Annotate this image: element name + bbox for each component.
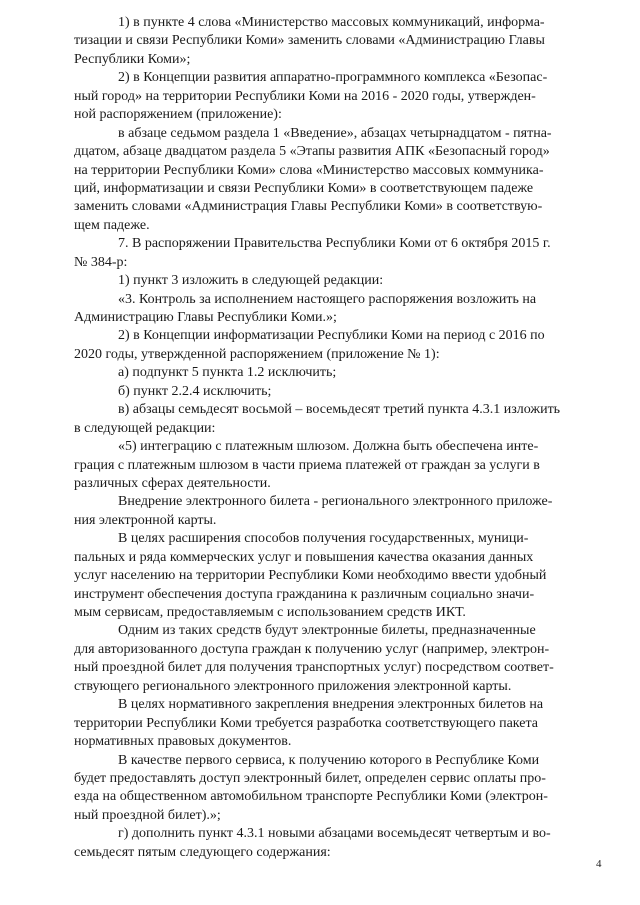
text-line: Внедрение электронного билета - регионального электронного приложе- xyxy=(118,494,553,510)
text-line: щем падеже. xyxy=(74,217,150,233)
text-line: 2) в Концепции развития аппаратно-программного комплекса «Безопас- xyxy=(118,70,548,86)
text-line: заменить словами «Администрация Главы Республики Коми» в соответствую- xyxy=(74,199,543,215)
text-line: г) дополнить пункт 4.3.1 новыми абзацами восемьдесят четвертым и во- xyxy=(118,826,551,842)
text-line: ный проездной билет для получения транспортных услуг) посредством соответ- xyxy=(74,660,554,676)
text-line: дцатом, абзаце двадцатом раздела 5 «Этапы развития АПК «Безопасный город» xyxy=(74,144,550,160)
text-line: б) пункт 2.2.4 исключить; xyxy=(118,383,272,399)
text-line: в абзаце седьмом раздела 1 «Введение», абзацах четырнадцатом - пятна- xyxy=(118,125,552,141)
text-line: мым сервисам, предоставляемым с использованием средств ИКТ. xyxy=(74,605,466,620)
document-page xyxy=(74,14,588,862)
text-line: в) абзацы семьдесят восьмой – восемьдесят третий пункта 4.3.1 изложить xyxy=(118,402,561,418)
text-line: инструмент обеспечения доступа гражданина к различным социально значи- xyxy=(74,586,535,602)
text-line: ния электронной карты. xyxy=(74,512,217,528)
text-line: № 384-р: xyxy=(74,254,128,270)
text-line: различных сферах деятельности. xyxy=(74,475,271,491)
text-line: 1) в пункте 4 слова «Министерство массовых коммуникаций, информа- xyxy=(118,15,545,30)
text-line: В целях нормативного закрепления внедрения электронных билетов на xyxy=(118,697,544,713)
text-line: семьдесят пятым следующего содержания: xyxy=(74,844,331,860)
text-line: ный проездной билет).»; xyxy=(74,807,221,823)
text-line: ствующего регионального электронного приложения электронной карты. xyxy=(74,678,512,694)
text-line: 7. В распоряжении Правительства Республики Коми от 6 октября 2015 г. xyxy=(118,236,551,252)
text-line: Одним из таких средств будут электронные билеты, предназначенные xyxy=(118,623,536,639)
text-line: ный город» на территории Республики Коми на 2016 - 2020 годы, утвержден- xyxy=(74,88,536,104)
text-line: Администрацию Главы Республики Коми.»; xyxy=(74,310,337,325)
text-line: 2020 годы, утвержденной распоряжением (приложение № 1): xyxy=(74,346,440,362)
text-line: услуг населению на территории Республики Коми необходимо ввести удобный xyxy=(74,568,547,584)
text-line: «5) интеграцию с платежным шлюзом. Должна быть обеспечена инте- xyxy=(118,439,539,455)
text-line: ций, информатизации и связи Республики Коми» в соответствующем падеже xyxy=(74,180,534,196)
text-line: грация с платежным шлюзом в части приема платежей от граждан за услуги в xyxy=(74,457,540,473)
text-line: нормативных правовых документов. xyxy=(74,734,292,750)
text-line: 2) в Концепции информатизации Республики Коми на период с 2016 по xyxy=(118,328,545,344)
text-line: в следующей редакции: xyxy=(74,420,216,436)
text-line: будет предоставлять доступ электронный билет, определен сервис оплаты про- xyxy=(74,770,546,786)
text-line: на территории Республики Коми» слова «Министерство массовых коммуника- xyxy=(74,162,544,178)
text-line: езда на общественном автомобильном транспорте Республики Коми (электрон- xyxy=(74,789,548,805)
text-line: для авторизованного доступа граждан к получению услуг (например, электрон- xyxy=(74,641,550,657)
text-line: В качестве первого сервиса, к получению которого в Республике Коми xyxy=(118,752,540,768)
text-line: Республики Коми»; xyxy=(74,51,191,67)
text-line: пальных и ряда коммерческих услуг и повышения качества оказания данных xyxy=(74,549,534,565)
text-line: территории Республики Коми требуется разработка соответствующего пакета xyxy=(74,715,538,731)
text-line: ной распоряжением (приложение): xyxy=(74,107,282,123)
text-line: В целях расширения способов получения государственных, муници- xyxy=(118,531,529,547)
text-line: тизации и связи Республики Коми» заменить словами «Администрацию Главы xyxy=(74,33,545,49)
text-line: «3. Контроль за исполнением настоящего распоряжения возложить на xyxy=(118,291,537,307)
text-line: а) подпункт 5 пункта 1.2 исключить; xyxy=(118,365,337,381)
text-line: 1) пункт 3 изложить в следующей редакции: xyxy=(118,273,384,289)
page-number: 4 xyxy=(596,858,602,870)
